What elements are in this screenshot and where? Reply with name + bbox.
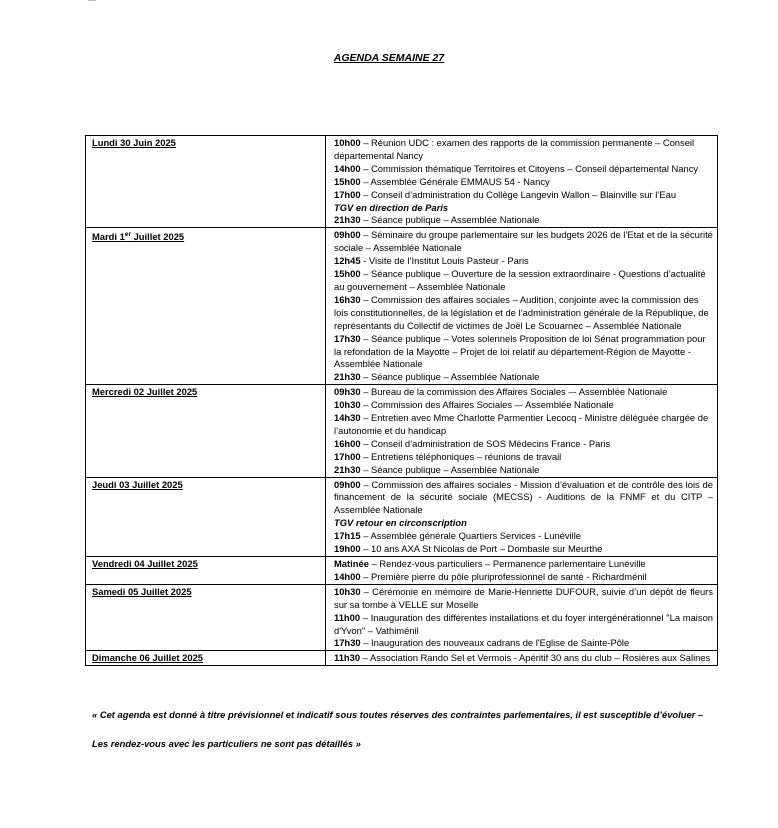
agenda-event [334, 558, 713, 571]
event-time: 09h30 [334, 386, 361, 398]
event-description: – Commission des affaires sociales - Mission d’évaluation et de contrôle des lois de financement de la sécurité sociale (MECSS) - Auditions de la FNMF et du CITP – Assemblée Nationale [334, 478, 713, 516]
event-description: – Première pierre du pôle pluriprofessionnel de santé - Richardménil [360, 570, 647, 582]
agenda-event [334, 451, 713, 464]
day-events [326, 136, 718, 228]
day-events [326, 228, 718, 385]
event-time: 21h30 [334, 371, 361, 383]
day-label: Samedi 05 Juillet 2025 [86, 584, 326, 651]
event-description: – Association Rando Sel et Vermois - Apéritif 30 ans du club – Rosières aux Salines [360, 652, 711, 664]
event-time: 17h00 [334, 188, 361, 200]
day-label: Vendredi 04 Juillet 2025 [86, 557, 326, 585]
agenda-event [334, 586, 713, 612]
event-description: – Commission des affaires sociales – Audition, conjointe avec la commission des lois constitutionnelles, de la législation et de l’administration générale de la République, de représentants du Collectif de victimes de Joël Le Scouarnec – Assemblée Nationale [334, 293, 709, 331]
agenda-event [334, 333, 713, 372]
agenda-row [86, 136, 718, 228]
agenda-row [86, 557, 718, 585]
event-description: - Visite de l’Institut Louis Pasteur - Paris [360, 255, 529, 267]
event-description: – Cérémonie en mémoire de Marie-Henriette DUFOUR, suivie d’un dépôt de fleurs sur sa tombe à VELLE sur Moselle [334, 585, 713, 610]
agenda-row [86, 651, 718, 666]
event-description: – Réunion UDC : examen des rapports de la commission permanente – Conseil départemental Nancy [334, 137, 695, 161]
event-description: – Commission des Affaires Sociales –- Assemblée Nationale [360, 399, 614, 411]
event-description: – Bureau de la commission des Affaires Sociales –- Assemblée Nationale [360, 386, 668, 398]
event-time: 09h00 [334, 229, 361, 241]
day-label: Lundi 30 Juin 2025 [86, 136, 326, 228]
event-time: 10h30 [334, 399, 361, 411]
event-time: 15h00 [334, 175, 361, 187]
agenda-row [86, 477, 718, 556]
event-description: – Séance publique – Assemblée Nationale [360, 214, 540, 226]
agenda-event [334, 214, 713, 227]
travel-note: TGV en direction de Paris [334, 201, 449, 213]
event-time: 21h30 [334, 214, 361, 226]
event-time: 14h00 [334, 570, 361, 582]
day-events [326, 651, 718, 666]
day-events [326, 584, 718, 651]
event-time: 17h30 [334, 637, 361, 649]
event-time: 17h30 [334, 332, 361, 344]
event-description: – Assemblée Générale EMMAUS 54 - Nancy [360, 175, 550, 187]
agenda-row [86, 228, 718, 385]
event-time: 16h00 [334, 437, 361, 449]
event-time: 10h00 [334, 137, 361, 148]
page-title: AGENDA SEMAINE 27 [333, 52, 445, 64]
agenda-event [334, 189, 713, 202]
agenda-event [334, 255, 713, 268]
event-description: – Commission thématique Territoires et Citoyens – Conseil départemental Nancy [360, 162, 699, 174]
event-description: – Séance publique – Votes solennels Proposition de loi Sénat programmation pour la refondation de la Mayotte – Projet de loi relatif au département-Région de Mayotte - Assemblée Nationale [334, 332, 706, 370]
event-time: 12h45 [334, 255, 361, 267]
event-time: 11h00 [334, 611, 361, 623]
event-time: 15h00 [334, 268, 361, 280]
event-description: – Séance publique – Assemblée Nationale [360, 371, 540, 383]
event-time: 16h30 [334, 293, 361, 305]
event-description: – Conseil d’administration de SOS Médecins France - Paris [360, 437, 611, 449]
event-description: – Conseil d’administration du Collège Langevin Wallon – Blainville sur l’Eau [360, 188, 677, 200]
event-time: Matinée [334, 558, 369, 569]
agenda-event [334, 371, 713, 384]
agenda-event [334, 637, 713, 650]
agenda-event [334, 464, 713, 477]
agenda-event [334, 137, 713, 163]
agenda-event [334, 268, 713, 294]
event-description: – Inauguration des nouveaux cadrans de l'Eglise de Sainte-Pôle [360, 637, 630, 649]
agenda-event [334, 571, 713, 584]
agenda-table [85, 135, 718, 666]
agenda-event [334, 386, 713, 399]
event-time: 11h30 [334, 652, 361, 664]
agenda-row [86, 584, 718, 651]
event-description: – Séance publique – Assemblée Nationale [360, 463, 540, 475]
event-description: – Entretiens téléphoniques – réunions de travail [360, 450, 562, 462]
day-label: Mardi 1er Juillet 2025 [86, 228, 326, 385]
agenda-body [86, 136, 718, 666]
page-corner-mark [88, 0, 96, 1]
agenda-event [334, 412, 713, 438]
agenda-event [334, 652, 713, 665]
event-time: 14h30 [334, 412, 361, 424]
agenda-event [334, 294, 713, 333]
footer-disclaimer: « Cet agenda est donné à titre prévisionnel et indicatif sous toutes réserves des contraintes parlementaires, il est susceptible d’évoluer – [92, 709, 704, 720]
event-description: – Séance publique – Ouverture de la session extraordinaire - Questions d’actualité au gouvernement – Assemblée Nationale [334, 268, 706, 292]
event-time: 10h30 [334, 585, 361, 597]
agenda-event [334, 176, 713, 189]
agenda-event [334, 399, 713, 412]
event-description: – Inauguration des différentes installations et du foyer intergénérationnel "La maison d'Yvon" – Vathiménil [334, 611, 713, 636]
event-description: – Rendez-vous particuliers – Permanence parlementaire Lunéville [368, 558, 646, 569]
agenda-event [334, 543, 713, 556]
event-time: 14h00 [334, 162, 361, 174]
day-events [326, 385, 718, 477]
event-time: 17h00 [334, 450, 361, 462]
event-description: – 10 ans AXA St Nicolas de Port – Dombasle sur Meurthe [360, 543, 603, 555]
day-events [326, 557, 718, 585]
event-description: – Séminaire du groupe parlementaire sur les budgets 2026 de l’Etat et de la sécurité sociale – Assemblée Nationale [334, 229, 713, 254]
agenda-event [334, 229, 713, 255]
day-events [326, 477, 718, 556]
agenda-event [334, 530, 713, 543]
event-time: 17h15 [334, 530, 361, 542]
agenda-event [334, 612, 713, 638]
event-time: 19h00 [334, 543, 361, 555]
event-description: – Entretien avec Mme Charlotte Parmentier Lecocq - Ministre déléguée chargée de l’autonomie et du handicap [334, 412, 709, 436]
event-time: 21h30 [334, 463, 361, 475]
agenda-row [86, 385, 718, 477]
agenda-event [334, 163, 713, 176]
event-description: – Assemblée générale Quartiers Services - Lunéville [360, 530, 582, 542]
event-time: 09h00 [334, 478, 361, 490]
travel-note: TGV retour en circonscription [334, 517, 467, 529]
day-label: Jeudi 03 Juillet 2025 [86, 477, 326, 556]
day-label: Mercredi 02 Juillet 2025 [86, 385, 326, 477]
agenda-event [334, 479, 713, 518]
footer-note: Les rendez-vous avec les particuliers ne sont pas détaillés » [92, 738, 361, 749]
day-label: Dimanche 06 Juillet 2025 [86, 651, 326, 666]
agenda-event [334, 438, 713, 451]
